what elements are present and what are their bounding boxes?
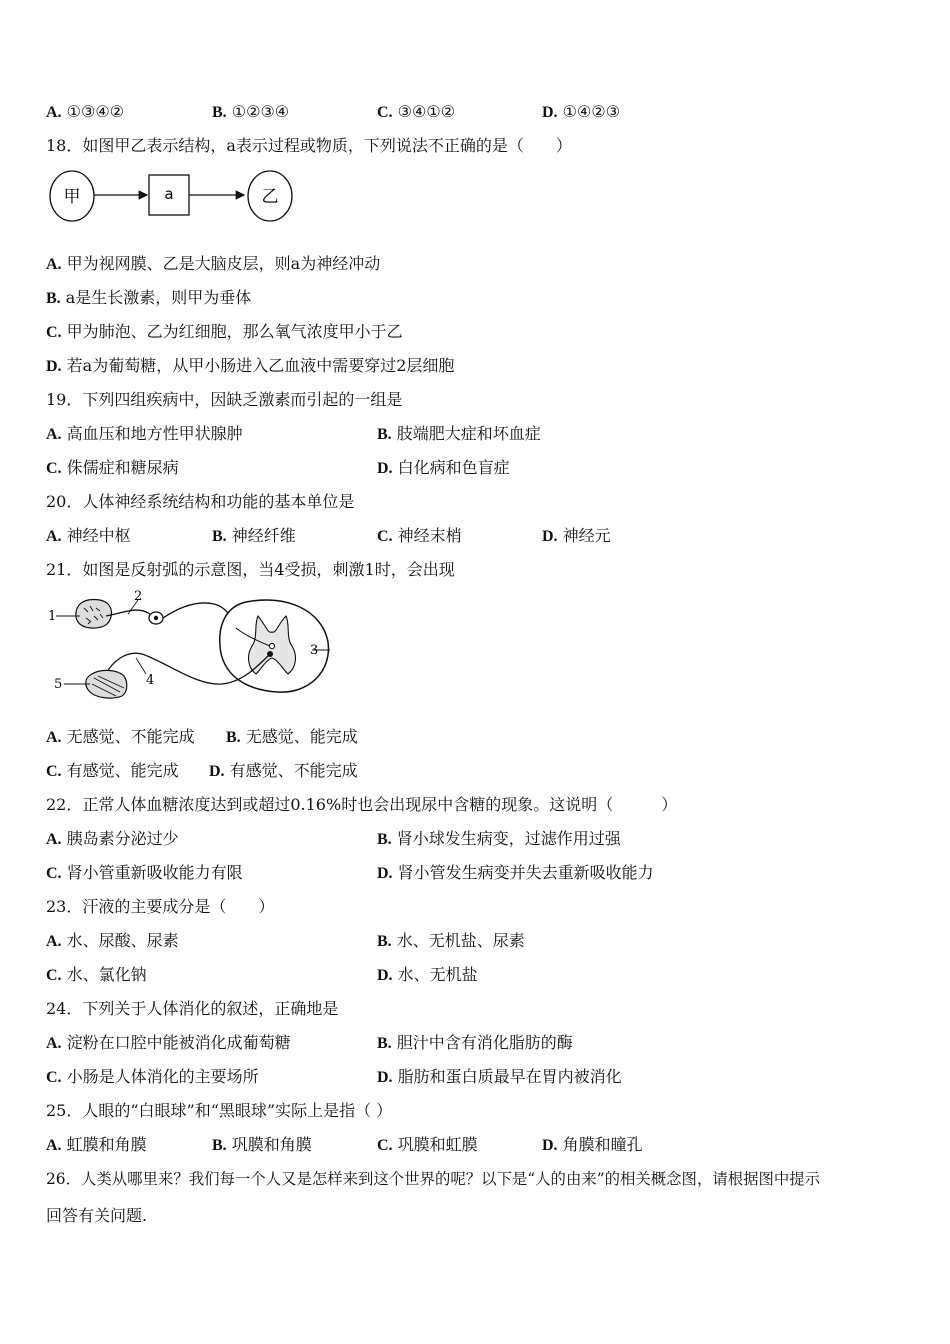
figure-label-2: 2 — [134, 589, 143, 604]
q25-option-b: B. 巩膜和角膜 — [212, 1135, 312, 1154]
q23-option-b: B. 水、无机盐、尿素 — [377, 931, 525, 950]
reflex-arc-figure — [46, 588, 336, 708]
q23-stem: 23．汗液的主要成分是（ ） — [46, 897, 275, 916]
q17-option-c: C. ③④①② — [377, 102, 456, 121]
q22-option-b: B. 肾小球发生病变，过滤作用过强 — [377, 829, 621, 848]
q18-option-d: D. 若a为葡萄糖，从甲小肠进入乙血液中需要穿过2层细胞 — [46, 356, 455, 375]
q23-option-a: A. 水、尿酸、尿素 — [46, 931, 179, 950]
q19-option-d: D. 白化病和色盲症 — [377, 458, 510, 477]
q19-option-c: C. 侏儒症和糖尿病 — [46, 458, 179, 477]
q18-stem: 18．如图甲乙表示结构，a表示过程或物质，下列说法不正确的是（ ） — [46, 136, 572, 155]
q25-stem: 25．人眼的“白眼球”和“黑眼球”实际上是指（ ） — [46, 1101, 393, 1120]
receptor-skin — [76, 600, 112, 629]
q25-option-d: D. 角膜和瞳孔 — [542, 1135, 643, 1154]
q20-option-d: D. 神经元 — [542, 526, 611, 545]
q21-option-c: C. 有感觉、能完成 — [46, 761, 179, 780]
q24-option-c: C. 小肠是人体消化的主要场所 — [46, 1067, 259, 1086]
q20-stem: 20．人体神经系统结构和功能的基本单位是 — [46, 492, 355, 511]
q23-option-c: C. 水、氯化钠 — [46, 965, 147, 984]
figure-label-5: 5 — [54, 677, 63, 692]
q25-option-c: C. 巩膜和虹膜 — [377, 1135, 478, 1154]
q22-option-a: A. 胰岛素分泌过少 — [46, 829, 179, 848]
q21-option-d: D. 有感觉、不能完成 — [209, 761, 358, 780]
node-a-label: a — [164, 185, 174, 203]
q24-option-a: A. 淀粉在口腔中能被消化成葡萄糖 — [46, 1033, 291, 1052]
q22-stem: 22．正常人体血糖浓度达到或超过0.16%时也会出现尿中含糖的现象。这说明（ ） — [46, 795, 678, 814]
q17-option-d: D. ①④②③ — [542, 102, 621, 121]
figure-label-1: 1 — [48, 609, 57, 624]
q19-option-b: B. 肢端肥大症和坏血症 — [377, 424, 541, 443]
q19-stem: 19．下列四组疾病中，因缺乏激素而引起的一组是 — [46, 390, 403, 409]
q18-option-a: A. 甲为视网膜、乙是大脑皮层，则a为神经冲动 — [46, 254, 381, 273]
q20-option-b: B. 神经纤维 — [212, 526, 296, 545]
sensory-neuron — [106, 610, 150, 616]
q24-option-d: D. 脂肪和蛋白质最早在胃内被消化 — [377, 1067, 622, 1086]
q24-option-b: B. 胆汁中含有消化脂肪的酶 — [377, 1033, 573, 1052]
node-jia-label: 甲 — [63, 187, 81, 207]
q19-option-a: A. 高血压和地方性甲状腺肿 — [46, 424, 243, 443]
figure-label-3: 3 — [310, 643, 319, 658]
q18-diagram — [46, 168, 296, 226]
q20-option-a: A. 神经中枢 — [46, 526, 131, 545]
node-yi-label: 乙 — [261, 187, 279, 207]
q26-stem-line1: 26．人类从哪里来？我们每一个人又是怎样来到这个世界的呢？以下是“人的由来”的相关概念图，请根据图中提示 — [46, 1170, 821, 1188]
q18-option-b: B. a是生长激素，则甲为垂体 — [46, 288, 252, 307]
q22-option-c: C. 肾小管重新吸收能力有限 — [46, 863, 243, 882]
q21-option-a: A. 无感觉、不能完成 — [46, 727, 195, 746]
q26-stem-line2: 回答有关问题. — [46, 1206, 148, 1225]
q22-option-d: D. 肾小管发生病变并失去重新吸收能力 — [377, 863, 654, 882]
q21-option-b: B. 无感觉、能完成 — [226, 727, 358, 746]
q18-option-c: C. 甲为肺泡、乙为红细胞，那么氧气浓度甲小于乙 — [46, 322, 403, 341]
q24-stem: 24．下列关于人体消化的叙述，正确地是 — [46, 999, 339, 1018]
figure-label-4: 4 — [146, 673, 155, 688]
q25-option-a: A. 虹膜和角膜 — [46, 1135, 147, 1154]
q21-stem: 21．如图是反射弧的示意图，当4受损，刺激1时，会出现 — [46, 560, 455, 579]
q20-option-c: C. 神经末梢 — [377, 526, 462, 545]
q17-option-a: A. ①③④② — [46, 102, 125, 121]
q23-option-d: D. 水、无机盐 — [377, 965, 478, 984]
q17-option-b: B. ①②③④ — [212, 102, 290, 121]
